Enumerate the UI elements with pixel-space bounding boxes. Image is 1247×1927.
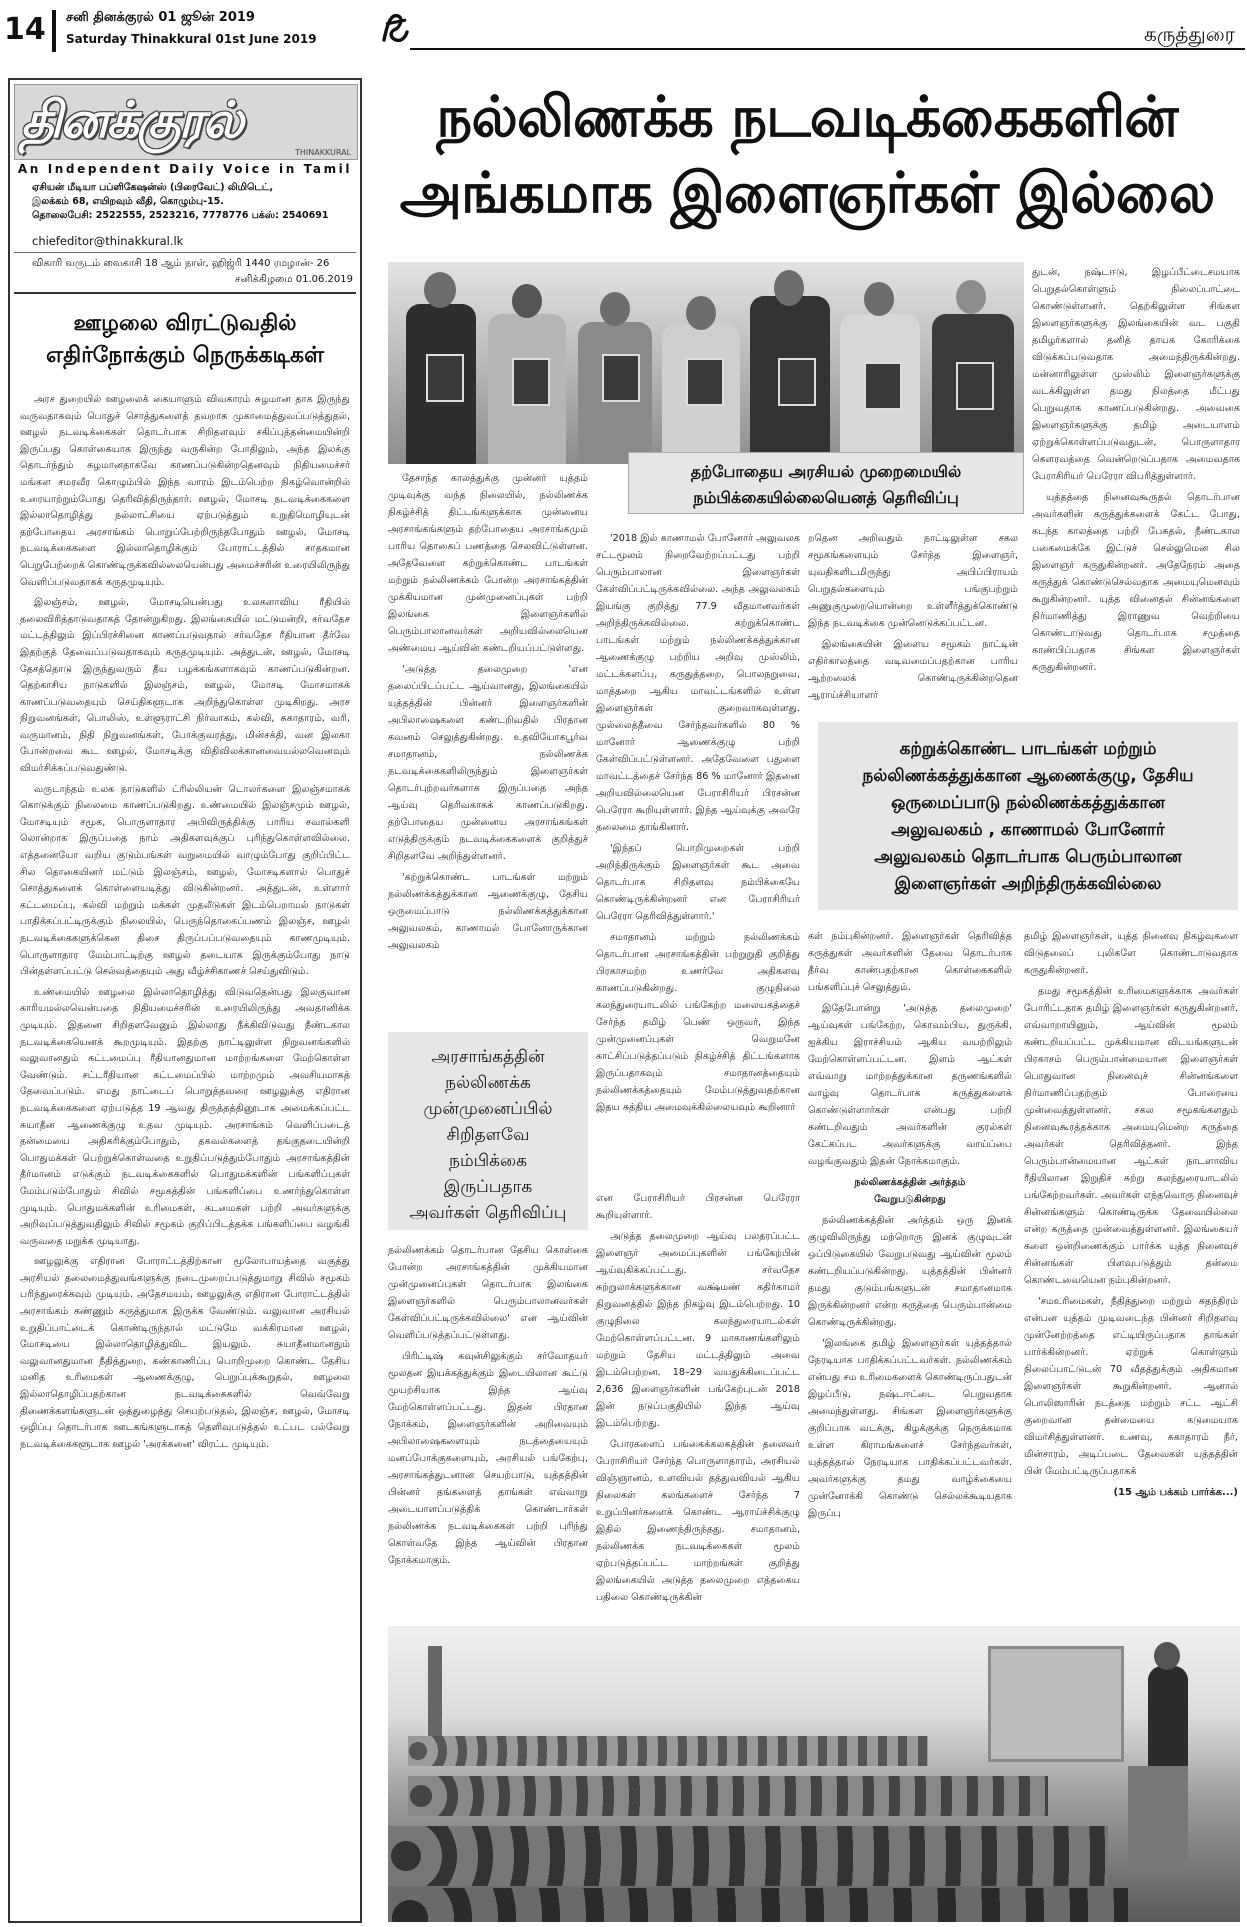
subheading: வேறுபடுகின்றது <box>874 1194 946 1205</box>
article-column-1-lower <box>388 1242 588 1573</box>
header-divider <box>52 10 56 52</box>
article-paragraph: நல்லிணக்கத்தின் அர்த்தம் ஒரு இனக் குழுவிலிருந்து மற்றொரு இனக் குழுவுடன் ஒப்பிடுகையில் வேறுபடுவது ஆய்வின் மூலம் கண்டறியப்படுகின்றது. யுத்தத்தின் பின்னர் தமது குடும்பங்களுடன் சமாதானமாக இருக்கின்றனர் என்ற கருத்தை பெரும்பான்மை கொண்டிருக்கின்றது. <box>808 1215 1012 1328</box>
pull-quote-left-line: நம்பிக்கை <box>449 1151 527 1171</box>
masthead-logo <box>14 84 358 160</box>
pull-quote-right <box>818 722 1238 910</box>
masthead-tagline: An Independent Daily Voice in Tamil <box>17 162 353 176</box>
pull-quote-left-line: அரசாங்கத்தின் <box>431 1047 545 1067</box>
editorial-body <box>20 392 350 1457</box>
article-column-3 <box>808 530 1018 708</box>
editorial-paragraph: ஊழலுக்கு எதிரான போராட்டத்திற்கான மூலோபாயத்தை வகுத்து அரசியல் தலைமைத்துவங்களுக்கு நடைமுறைப்படுத்துமாறு சிவில் சமூகம் பரிந்துரைக்கவும் முடியும். அதேசமயம், ஊழலுக்கு எதிரான போராட்டத்தில் அரசாங்கம் கண்ணும் கருத்துமாக இருக்க வேண்டும். வலுவான அரசியல் உறுதிப்பாட்டைக் கொண்டிருந்தால் மட்டுமே வக்கிரமான ஊழல், மோசடியை இல்லாதொழித்துவிட இயலும். சுயாதீனமானதும் வலுவானதுமான நீதித்துறை, கண்காணிப்பு பொறிமுறை கொண்ட தேசிய மனித உரிமைகள் ஆணைக்குழு, பெறுப்புக்கூறுதல், ஊழலை இல்லாதொழிப்பதற்கான நடவடிக்கைகளில் வெவ்வேறு திணைக்களங்களுடன் ஒத்துழைத்து செயற்படுதல், இலஞ்ச, ஊழல், மோசடி ஒழிப்பு தொடர்பாக ஊடகங்களுடாகத் தெளிவுபடுத்தல் உட்பட பல்வேறு நடவடிக்கைகளூடாக ஊழல் 'அரக்கனை' விரட்ட முடியும். <box>20 1256 350 1450</box>
header-rule <box>410 48 1245 50</box>
editor-email-link[interactable]: chiefeditor@thinakkural.lk <box>32 234 184 248</box>
article-paragraph: 'இந்தப் பொறிமுறைகள் பற்றி அறிந்திருக்கும் இளைஞர்கள் கூட அவை தொடர்பாக சிறிதளவு நம்பிக்கையே கொண்டிருக்கின்றனர் என பேராசிரியர் பெரேரா தெரிவித்துள்ளார்.' <box>596 843 800 922</box>
pull-quote-right-line: அலுவலகம் தொடர்பாக பெரும்பாலான <box>874 847 1182 867</box>
main-headline-line-2: அங்கமாக இளைஞர்கள் இல்லை <box>399 161 1215 226</box>
date-tamil: சனி தினக்குரல் 01 ஜூன் 2019 <box>66 10 255 25</box>
editorial-paragraph: வருடாந்தம் உலக நாடுகளில் ட்ரில்லியன் டொலர்களை இலஞ்சமாகக் கொடுக்கும் நிலைமை காணப்படுகிறது. உண்மையில் இலஞ்சமும் ஊழல், மோசடியும் சமூக, பொருளாதார அபிவிருத்திக்கு பாரிய சவால்களி லொன்றாக இருப்பதை நாம் அதிகளவுக்குப் புரிந்துகொள்ளவில்லை. எத்தனையோ வறிய குடும்பங்கள் வறுமையில் வாழும்போது குறிப்பிட்ட சில தொகையினர் மட்டும் இலஞ்சம், ஊழல், மோசடிகளால் பொதுச் சொத்துகளைக் கொள்ளையடித்து விடுகின்றனர். அத்துடன், உள்ளார் கட்டமைப்பு, கல்வி மற்றும் மக்கள் முதலீடுகள் இடம்பெறாமல் நாடுகள் பாதிக்கப்பட்டிருக்கும் நிலையில், பெருந்தொகைப்பணம் இலஞ்ச, ஊழல் நடவடிக்கைகளுக்கென திசை திருப்பப்படுவதையும் காணமுடியும். பொருளாதார மேம்பாட்டிற்கு ஊழல் தடையாக இருக்கும்போது நாடு பின்தள்ளப்பட்டு செல்வத்தையும் அது வீழ்ச்சிகாணச் செய்துவிடும். <box>20 783 350 978</box>
pull-quote-right-line: கற்றுக்கொண்ட பாடங்கள் மற்றும் <box>899 739 1157 759</box>
article-column-2-lower <box>596 1190 800 1610</box>
calendar-line: விகாரி வருடம் வைகாசி 18 ஆம் நாள், ஹிஜ்ரி 1440 ரமழான்- 26 <box>32 258 330 269</box>
article-paragraph: போரகளைப் பங்கைக்கலகத்தின் தலைவர் பேராசிரியர் சேர்ந்த பொருளாதாரம், அரசியல் விஞ்ஞானம், உளவியல் தத்துவவியல் ஆகிய நிலைகள் கலங்களைச் சேர்ந்த 7 உறுப்பினர்களைக் கொண்ட ஆராய்ச்சிக்குழு இதில் இணைந்திருந்தது. சமாதானம், நல்லிணக்க நடவடிக்கைகள் மூலம் ஏற்படுத்தப்பட்ட மாற்றங்கள் குறித்து இலங்கையில் அடுத்த தலைமுறை எத்தகைய பதிலை கொண்டிருக்கின் <box>596 1439 800 1603</box>
masthead-logo-sub: THINAKKURAL <box>294 148 351 157</box>
pull-quote-left-line: அவர்கள் தெரிவிப்பு <box>409 1203 567 1223</box>
publisher-line-2: இலக்கம் 68, எயிறவும் வீதி, கொழும்பு-15. <box>32 196 224 207</box>
editorial-title-line-2: எதிர்நோக்கும் நெருக்கடிகள் <box>46 343 324 368</box>
pull-quote-right-line: ஒருமைப்பாடு நல்லிணக்கத்துக்கான <box>891 793 1165 813</box>
article-column-2 <box>596 530 800 1120</box>
article-paragraph: 'இலங்கை தமிழ் இளைஞர்கள் யுத்தத்தால் நேரடியாக பாதிக்கப்பட்டவர்கள். நல்லிணக்கம் என்பது சம உரிமைகளைக் கொண்டிருப்பதுடன் இழப்பீடு, நஷ்டஈட்டை பெறுவதாக அமைந்துள்ளது. சிங்கள இளைஞர்களுக்கு குறிப்பாக வடக்கு, கிழக்குக்கு நெருக்கமாக உள்ள கிராமங்களைச் சேர்ந்தவர்கள், யுத்தத்தால் நேரடியாக பாதிக்கப்பட்டவர்கள். அவர்களுக்கு தமது வாழ்க்கையை முன்னோக்கி கொண்டு செல்லக்கூடியதாக இருப்பு <box>808 1338 1012 1519</box>
header-logo-icon <box>380 10 410 44</box>
article-paragraph: சமாதானம் மற்றும் நல்லிணக்கம் தொடர்பான அரசாங்கத்தின் பற்றுறுதி குறித்து பிரகாசமற்ற உணர்வே அதிகளவு காணப்படுகின்றது. குழுநிலை கலந்துரையாடலில் பங்கேற்ற மலையகத்தைச் சேர்ந்த தமிழ் பெண் ஒருவர், இந்த முன்முனைப்புகள் வெறுமனே காட்சிப்படுத்தப்படும் நிகழ்ச்சித் திட்டங்களாக இருப்பதாகவும் சமாதானத்தையும் நல்லிணக்கத்தையும் மேம்படுத்துவதற்கான இதய சுத்திய அமைவுக்கில்லையவும் கூறினார் <box>596 932 800 1113</box>
pull-quote-left <box>388 1032 588 1230</box>
main-headline <box>372 80 1242 232</box>
pull-quote-left-line: நல்லிணக்க <box>445 1073 531 1093</box>
article-paragraph: அடுத்த தலைமுறை ஆய்வு பலதரப்பட்ட இளைஞர் அமைப்புகளின் பங்கேற்பின் ஆய்வுகிக்கப்பட்டது. சர்வதேச சுற்றுலாக்களுக்கான வக்ஷ்மண் கதிர்காமர் நிறுவனத்தில் இந்த நிகழ்வு இடம்பெற்றது. 10 குழுநிலை கலந்துரையாடல்கள் மேற்கொள்ளப்பட்டன. 9 மாகாணங்களிலும் மற்றும் தேசிய மட்டத்திலும் அவை இடம்பெற்றன. 18–29 வயதுக்கிடைப்பட்ட 2,636 இளைஞர்களின் பங்கேற்புடன் 2018 இன் நடுப்பகுதியில் இந்த ஆய்வு இடம்பெற்றது. <box>596 1231 800 1429</box>
article-paragraph: 'சமஉரிமைகள், நீதித்துறை மற்றும் சுதந்திரம் என்பன யுத்தம் முடிவடைந்த பின்னர் சிறிதளவு முன்னேற்றத்தை எட்டியிருப்பதாக தாங்கள் பார்க்கின்றனர். ஏற்றுக் கொள்ளும் நிலைப்பாட்டுடன் 70 வீதத்துக்கும் அதிகமான இளைஞர்கள் கூறுகின்றனர். ஆனால் பொலிஸாரின் நடத்தை மற்றும் சட்ட ஆட்சி குறைவான தன்மையை கடுமையாக விமர்சித்துள்ளனர். உணவு, சுகாதாரம் நீர், மின்சாரம், அடிப்படை தேவைகள் யுத்தத்தின் பின் மேம்பட்டிருப்பதாகக் <box>1024 1296 1238 1477</box>
audience-photo <box>388 1626 1240 1922</box>
launch-group-photo <box>388 262 1024 464</box>
article-paragraph: யுத்தத்தை நினைவுகூருதல் தொடர்பான அவர்களின் கருத்துக்களைக் கேட்ட போது, கடந்த காலத்தை பற்றி பேசுதல், நீண்டகால பகைமைக்கே இட்டுச் செல்லுமென சில இளைஞர் கருதுகின்றனர். அதேநேரம் அதை கருத்துக் கொண்டுசெல்வதாக அமையுமெனவும் கூறுகின்றனர். யுத்த வினைதல் சின்னங்களை நிர்மாணித்து இராணுவ வெற்றியை கொண்டாடுவது தொடர்பாக சமுத்தை காண்பிப்பதாக சிங்கள இளைஞர்கள் கருதுகின்றனர். <box>1032 492 1240 673</box>
pull-quote-right-line: இளைஞர்கள் அறிந்திருக்கவில்லை <box>894 874 1162 894</box>
article-paragraph: தேசாந்த காலத்துக்கு முன்னர் யுத்தம் முடிவுக்கு வந்த நிலையில், நல்லிணக்க நிகழ்ச்சித் திட்டங்களுக்காக முன்னைய அரசாங்கங்களும் தற்போதைய அரசாங்கமும் பாரிய தொகைப் பணத்தை செலவிட்டுள்ளன. அதேவேளை கற்றுக்கொண்ட பாடங்கள் மற்றும் நல்லிணக்கம் போன்ற அரசாங்கத்தின் முக்கியமான முன்முனைப்புகள் பற்றி இலங்கை இளைஞர்களில் பெரும்பாலானவர்கள் அறியவில்லையென அண்மைய ஆய்வின் கண்டறியப்பட்டுள்ளது. <box>388 473 588 654</box>
page-number: 14 <box>4 12 46 47</box>
article-paragraph: என பேராசிரியர் பிரசன்ன பெரேரா கூறியுள்ளார். <box>596 1193 800 1221</box>
editorial-paragraph: அரச துறையில் ஊழலைக் கையாளும் விவகாரம் சுழமான தாக இருந்து வருவதாகவும் பொதுச் சொத்துகளைத் தவறாக முகாமைத்துவப்படுத்துதல், ஊழல் நடவடிக்கைகள் தொடர்பாக சிறிதளவும் சகிப்புத்தன்மையின்றி இருப்பது கொள்கையாக இருந்து வருகின்ற போதிலும், அந்த இலக்கு தொடர்ந்தும் சுழமானதாகவே காணப்படுகின்றதெனவும் நிதியமைச்சர் மங்கள சமரவீர கொழும்பில் இந்த வாரம் இடம்பெற்ற நிகழ்வொன்றில் உரையாற்றும்போது தெரிவித்திருந்தார். ஊழல், மோசடி நடவடிக்கைகளை இல்லாதொழித்து நல்லாட்சியை ஏற்படுத்தும் உறுதிமொழியுடன் தற்போதைய அரசாங்கம் பொறுப்பேற்றிருந்தபோதும் ஊழல், மோசடி நடவடிக்கைகளை இல்லாதொழிக்கும் போராட்டத்தில் சாதகமான பெறுபேற்றைக் கொண்டிருக்கவில்லையென்பது அமைச்சரின் உரையிலிருந்து வெளிப்படுவதாகக் கருதமுடியும். <box>20 394 351 588</box>
photo-caption-line-2: நம்பிக்கையில்லையெனத் தெரிவிப்பு <box>693 488 959 507</box>
date-english: Saturday Thinakkural 01st June 2019 <box>66 32 317 46</box>
pull-quote-right-line: அலுவலகம் , காணாமல் போனோர் <box>891 820 1165 840</box>
article-column-1 <box>388 470 588 958</box>
editorial-title-line-1: ஊழலை விரட்டுவதில் <box>73 311 297 336</box>
photo-caption-box <box>628 452 1024 514</box>
article-paragraph: றதென அறிவதும் நாட்டிலுள்ள சகல சமூகங்களையும் சேர்ந்த இளைஞர், யுவதிகளிடமிருந்து அபிப்பிராயம் பெறுதல்களையும் பங்குபற்றும் அணுகுமுறையொன்றை உள்ளீர்த்துக்கொண்டு இந்த நடவடிக்கை முன்னெடுக்கப்பட்டன. <box>808 533 1018 629</box>
editorial-paragraph: இலஞ்சம், ஊழல், மோசடியென்பது உலகளாவிய ரீதியில் தலைவிரித்தாடுவதாகத் தோன்றுகிறது. இலங்கையில் மட்டுமன்றி, சர்வதேச மட்டத்திலும் இப்பிரச்சினை காணப்படுவதால் சர்வதேச ரீதியான தீர்வே இதற்குத் தேவைப்படுவதாகவும் கருதமுடியும். அத்துடன், ஊழல், மோசடி தேசத்தொடு இருந்துவரும் தீய பழக்கங்களாகவும் காணப்படுகின்றன. தெற்காசிய நாடுகளில் இலஞ்சம், ஊழல், மோசடி மோசமாகக் காணப்படுவதையும் செய்திகளூடாக அறிந்துகொள்ள முடிகிறது. அரச நிறுவனங்கள், பொலிஸ், உள்ளூராட்சி நிர்வாகம், கல்வி, சுகாதாரம், வரி, வருமானம், நிதி நிறுவனங்கள், போக்குவரத்து, மின்சக்தி, வன இலகா போன்றவை கூட ஊழல், மோசடிக்கு விதிவிலக்கானவையல்லவெனவும் விமர்சிக்கப்படுவதுண்டு. <box>20 597 350 775</box>
article-paragraph: '2018 இல் காணாமல் போனோர் அலுவலக சட்டமூலம் நிறைவேற்றப்பட்டது பற்றி பெரும்பாலான இளைஞர்கள் கேள்விப்பட்டிருக்கவில்லை. அந்த அலுவலகம் இயங்கு குறித்து 77.9 வீதமானவர்கள் அறிந்திருக்கவில்லை. கற்றுக்கொண்ட பாடங்கள் மற்றும் நல்லிணக்கத்துக்கான ஆணைக்குழு பற்றிய அறிவு முஸ்லிம், மட்டக்களப்பு, கருதுத்தறை, பொலநறுவை, மாத்தறை ஆகிய மாவட்டங்களில் உள்ள இளைஞர்கள் குறைவாகவுள்ளது. முல்லைத்தீவை சேர்ந்தவர்களில் 80 % மானோர் ஆணைக்குழு பற்றி கேள்விப்பட்டுள்ளனர். அதேவேளை பதுளை மாவட்டத்தைச் சேர்ந்த 86 % மானோர் இதனை அறியவில்லையென பேராசிரியர் பிரசன்ன பெரேரா கூறியுள்ளார். இந்த ஆய்வுக்கு அவரே தலைமை தாங்கினார். <box>596 533 800 833</box>
article-paragraph: நல்லிணக்கம் தொடர்பான தேசிய கொள்கை போன்ற அரசாங்கத்தின் முக்கியமான முன்முனைப்புகள் தொடர்பாக இலங்கை இளைஞர்களில் பெரும்பாலானவர்கள் கேள்விப்பட்டிருக்கவில்லை' என ஆய்வின் வெளிப்படுத்தப்பட்டுள்ளது. <box>388 1245 588 1341</box>
article-paragraph: 'கற்றுக்கொண்ட பாடங்கள் மற்றும் நல்லிணக்கத்துக்கான ஆணைக்குழு, தேசிய ஒருமைப்பாடு நல்லிணக்கத்துக்கான அலுவலகம், காணாமல் போனோருக்கான அலுவலகம் <box>388 872 588 951</box>
article-paragraph: தமிழ் இளைஞர்கள், யுத்த நினைவு நிகழ்வுகளை விடுதலைப் புலிகளே கொண்டாடுவதாக கருதுகின்றனர். <box>1024 931 1238 976</box>
publisher-line-3: தொலைபேசி: 2522555, 2523216, 7778776 பக்ஸ்: 2540691 <box>32 210 329 221</box>
article-paragraph: இதேபோன்று 'அடுத்த தலைமுறை' ஆய்வுகள் பங்கேற்ற, கொவம்பிய, துருக்கி, ஐக்கிய இராச்சியம் ஆகிய வயற்றிலும் மேற்கொள்ளப்பட்டன. இளம் ஆட்கள் எவ்வாறு மாற்றத்துக்கான தருணங்களில் வாழ்வு தொடர்பாக கருத்துகளைக் கொண்டுள்ளார்கள் என்பது பற்றி கண்டறிவதும் அவர்களின் குரல்கள் கேட்கப்பட அவர்களுக்கு வாய்ப்பை வழங்குவதும் இதன் நோக்கமாகும். <box>808 1003 1012 1167</box>
pull-quote-right-line: நல்லிணக்கத்துக்கான ஆணைக்குழு, தேசிய <box>862 766 1194 786</box>
article-paragraph: கள் நம்புகின்றனர். இளைஞர்கள் தெரிவித்த கருத்துகள் அவர்களின் தேவை தொடர்பாக தீர்வு காண்பதற்கான கொள்கைகளில் பங்களிப்புச் செலுத்தும். <box>808 931 1012 993</box>
article-paragraph: 'அடுத்த தலைமுறை 'என தலைப்பிடப்பட்ட ஆய்வானது, இலங்கையில் யுத்தத்தின் பின்னர் இளைஞர்களின் அபிலாஷைகளை கண்டறிவதில் பிரதான கவனம் செலுத்துகின்றது. உதவியோகபூர்வ சமாதானம், நல்லிணக்க நடவடிக்கைகளிலிருந்தும் இளைஞர்கள் தொடர்புற்றவர்களாக இருப்பதை அந்த ஆய்வு தெரிவகாகக் காணப்படுகிறது. தற்போதைய முன்னைய அரசாங்கங்கள் எடுத்திருக்கும் நடவடிக்கைகளைக் குறித்துச் சிறிதளவே அறிந்துள்ளனர். <box>388 664 588 862</box>
continuation-note: (15 ஆம் பக்கம் பார்க்க...) <box>1113 1487 1238 1498</box>
editorial-title <box>14 308 356 372</box>
masthead-rule <box>14 252 356 253</box>
publisher-line-1: ஏசியன் மீடியா பப்ளிகேஷன்ஸ் (பிரைவேட்) லிமிடெட், <box>32 182 274 193</box>
photo-caption-line-1: தற்போதைய அரசியல் முறைமையில் <box>690 462 962 481</box>
pull-quote-left-line: சிறிதளவே <box>446 1125 530 1145</box>
article-column-3-lower <box>808 928 1012 1526</box>
article-column-4-lower <box>1024 928 1238 1501</box>
subheading: நல்லிணக்கத்தின் அர்த்தம் <box>854 1177 966 1188</box>
pull-quote-left-line: முன்முனைப்பில் <box>423 1099 553 1119</box>
main-headline-line-1: நல்லிணக்க நடவடிக்கைகளின் <box>436 85 1178 150</box>
article-paragraph: இலங்கையின் இளைய சமூகம் நாட்டின் எதிர்காலத்தை வடிவமைப்பதற்கான பாரிய ஆற்றலைக் கொண்டிருக்கின்றதென ஆராய்ச்சியாளர் <box>808 639 1018 701</box>
article-paragraph: துடன், நஷ்டஈடு, இழப்பீட்டைசமயாக பெறுதல்கொள்ளும் நிலைப்பாட்டை கொண்டுள்ளனர். தெற்கிலுள்ள சிங்கள இளைஞர்களுக்கு இலங்கையின் வட பகுதி தமிழர்களால் தனித் தாயக கோரிக்கை விடுக்கப்படுவதாக அமைந்திருக்கின்றது. மன்னாரிலுள்ள முஸ்லிம் இளைஞர்களுக்கு வடக்கிலுள்ள தமது நிலத்தை மீட்பது பெறுவதாக காணப்படுகின்றது. அவைகை இளைஞர்களுக்கு தமிழ் அடையாளம் ஏற்றுக்கொள்ளப்படுவதுடன், பொருளாதார கௌரவத்தை வென்றெடுப்பதாக அமைவதாக பேராசிரியர் பெரேரா விபரித்துள்ளார். <box>1032 267 1240 482</box>
section-name: கருத்துரை <box>1144 22 1235 46</box>
right-top-column <box>1032 264 1240 680</box>
masthead-logo-text: தினக்குரல் <box>21 91 242 149</box>
masthead-rule-2 <box>14 292 356 294</box>
day-line: சனிக்கிழமை 01.06.2019 <box>234 274 353 285</box>
pull-quote-left-line: இருப்பதாக <box>443 1177 533 1197</box>
article-paragraph: தமது சமூகத்தின் உரிமைகளுக்காக அவர்கள் போரிட்டதாக தமிழ் இளைஞர்கள் கருதுகின்றனர். எவ்வாறாயினும், ஆய்வின் மூலம் கண்டறியப்பட்ட முக்கியமான விடயங்களுடன் பிரகாசம் பெரும்பான்மையான இளைஞர்கள் பொதுவான நினைவுச் சின்னங்களை நிர்மாணிப்பதற்கும் போரையை முன்வைத்துள்ளனர். சகல சமூகங்களதும் நினைவுகூரத்தக்காக அமையுமென்ற கருத்தை அவர்கள் தெரிவித்தனர். இந்த பெரும்பான்மையான ஆட்கள் நாடளாவிய ரீதியிலான இறுதிச் சுற்று கலந்துரையாடலில் பங்கேற்றவர்கள். அவர்கள் எந்தவொரு நினைவுச் சின்னங்களும் கொண்டிருக்க தேவையில்லை என்ற கருத்தை முன்வைத்துள்ளனர். இலங்கையர் களை ஒன்றிணைக்கும் பார்க்க யுத்த நினைவுச் சின்னங்கள் பிளவுபடுத்தும் தன்மை கொண்டவையென நம்புகின்றனர். <box>1024 986 1238 1286</box>
article-paragraph: பிரிட்டிஷ் கவுன்சிலுக்கும் சர்வோதயர் மூலதன இயக்கத்துக்கும் இடையிலான கூட்டு முயற்சியாக இந்த ஆய்வு மேற்கொள்ளப்பட்டது. இதன் பிரதான நோக்கம், இளைஞர்களின் அறிவையும் அபிலாஷைகளையும் நடத்தையையும் மனப்போக்குகளையும், அரசியல் பங்கேற்பு, அரசாங்கத்துடனான செயற்பாடு, யுத்தத்தின் பின்னர் தங்களைத் தாங்கள் எவ்வாறு அடையாளப்படுத்திக் கொண்டார்கள் நல்லிணக்க நடவடிக்கைகள் பற்றி புரிந்து கொள்வதே இந்த ஆய்வின் பிரதான நோக்கமாகும். <box>388 1351 588 1566</box>
editorial-paragraph: உண்மையில் ஊழலை இல்லாதொழித்து விடுவதென்பது இலகுவான காரியமல்லவென்பதை நிதியமைச்சரின் உரையிலிருந்து அவதானிக்க முடியும். இதனை சிறிதளவேனும் இல்லாது நீக்கிவிடுவது நீண்டகால நடவடிக்கையெனக் கூறமுடியும். இதற்கு நாட்டிலுள்ள நிறுவனங்களில் வலுவானதும் கட்டமைப்பு ரீதியானதுமான மாற்றங்களை மேற்கொள்ள வேண்டும். சட்டரீதியான கட்டமைப்பில் மாற்றமும் அவசியமாகத் தேவைப்படும். எமது நாட்டைப் பொறுத்தவரை ஊழலுக்கு எதிரான நடவடிக்கைகளை ஏற்படுத்த 19 ஆவது திருத்தத்தினூடாக அமைக்கப்பட்ட சுயாதீன ஆணைக்குழு உதவ முடியும். அரசாங்கம் வெளிப்படைத் தன்மையை அதிகரிக்கும்போதும், தகவல்களைத் தங்குதடையின்றி பொதுமக்கள் பெற்றுக்கொள்வதை உறுதிப்படுத்தும்போதும் அரசாங்கத்தின் தீர்மானம் எடுக்கும் நடவடிக்கைகளில் பொதுமக்களின் பங்களிப்புகள் மேம்படும்போதும் சிவில் சமூகத்தின் பங்களிப்பை உணர்ந்துகொள்ள முடியும். பொதுமக்களின் உரிமைகள், கடமைகள் பற்றி அவர்களுக்கு அறிவுப்படுத்துவதிலும் சிவில் சமூகம் குறிப்பிடத்தக்க பங்களிப்பை வழங்கி வருவதை மறுக்க முடியாது. <box>20 986 350 1247</box>
